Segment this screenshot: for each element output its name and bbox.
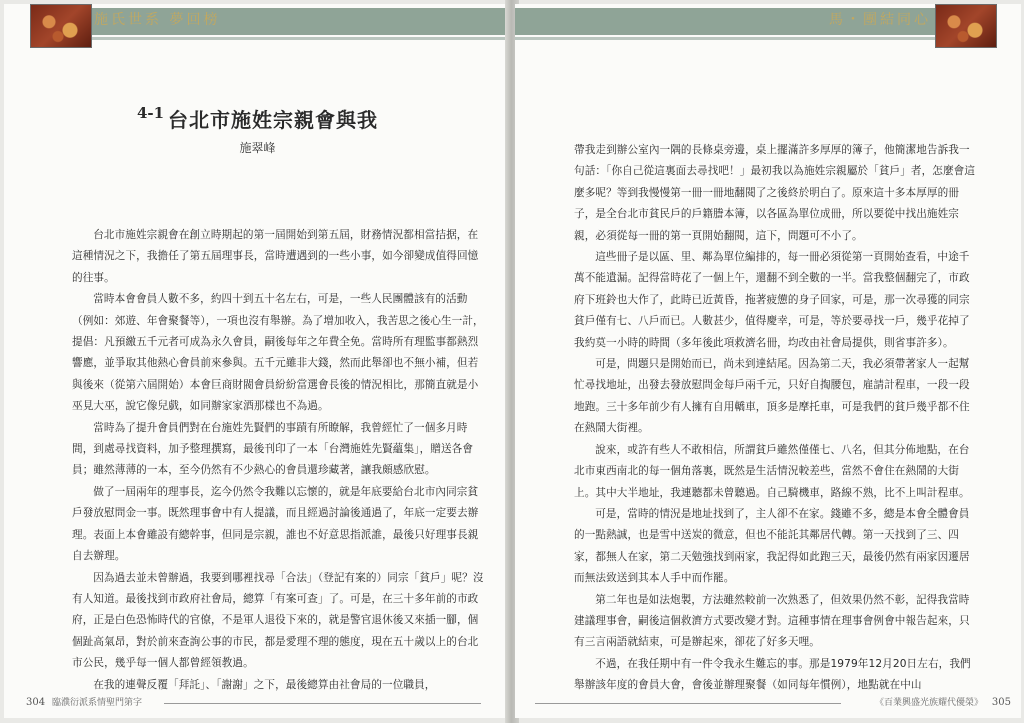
paragraph: 說來，或許有些人不敢相信，所謂貧戶雖然僅僅七、八名，但其分佈地點，在台北市東西南北的每一個角落裏，既然是生活情況較差些，當然不會住在熱鬧的大街上。其中大半地址，我連聽都未曾聽過。自己騎機車，路線不熟，比不上叫計程車。 (574, 443, 970, 499)
paragraph: 做了一屆兩年的理事長，迄今仍然令我難以忘懷的，就是年底要給台北市內同宗貧戶發放慰問金一事。既然理事會中有人提議，而且經過討論後通過了，年底一定要去辦理。表面上本會雖設有總幹事，但同是宗親，誰也不好意思指派誰，最後只好理事長親自去辦理。 (72, 485, 479, 563)
right-page (515, 4, 1021, 718)
paragraph: 不過，在我任期中有一件令我永生難忘的事。那是1979年12月20日左右，我們舉辦該年度的會員大會，會後並辦理聚餐（如同每年慣例），地點就在中山 (574, 657, 971, 692)
paragraph: 可是，問題只是開始而已，尚未到達結尾。因為第二天，我必須帶著家人一起幫忙尋找地址，出發去發放慰問金每戶兩千元，只好自掏腰包，雇請計程車，一段一段地跑。三十多年前少有人擁有自用轎車，頂多是摩托車，可是我們的貧戶幾乎都不住在熱鬧大街裡。 (574, 358, 970, 435)
chapter-number: 4-1 (136, 104, 165, 122)
footer-caption: 臨濮衍派系情聖門第字 (52, 698, 143, 708)
paragraph: 台北市施姓宗親會在創立時期起的第一屆開始到第五屆，財務情況都相當拮据，在這種情況之下，我擔任了第五屆理事長，當時遭遇到的一些小事，如今卻變成值得回憶的往事。 (72, 229, 479, 284)
page-number: 305 (991, 697, 1011, 708)
paragraph: 因為過去並未曾辦過，我要到哪裡找尋「合法」（登記有案的）同宗「貧戶」呢？沒有人知道。最後找到市政府社會局，總算「有案可查」了。可是，在三十多年前的市政府，正是白色恐怖時代的官僚，不是軍人退役下來的，就是警官退休後又來插一腳，個個趾高氣昂，對於前來查詢公事的市民，都是愛理不理的態度，現在五十歲以上的台北市公民，幾乎每一個人都曾經領教過。 (72, 571, 484, 670)
paragraph: 當時本會會員人數不多，約四十到五十名左右，可是，一些人民團體該有的活動（例如：郊遊、年會聚餐等），一項也沒有舉辦。為了增加收入，我苦思之後心生一計，提倡：凡預繳五千元者可成為永久會員，嗣後每年之年費全免。當時所有理監事都熱烈響應，並爭取其他熱心會員前來參與。五千元雖非大錢，然而此舉卻也不無小補，但若與後來（從第六屆開始）本會巨商財閥會員紛紛當選會長後的情況相比，那簡直就是小巫見大巫，說它像兒戲，如同辦家家酒那樣也不為過。 (72, 293, 484, 413)
paragraph: 當時為了提升會員們對在台施姓先賢們的事蹟有所瞭解，我曾經忙了一個多月時間，到處尋找資料，加予整理撰寫，最後刊印了一本「台灣施姓先賢蘊集」，贈送各會員；雖然薄薄的一本，至今仍然有不少熱心的會員還珍藏著，讓我頗感欣慰。 (72, 421, 474, 477)
body-text (574, 140, 979, 697)
header-decor-image (30, 4, 92, 48)
paragraph: 第二年也是如法炮製，方法雖然較前一次熟悉了，但效果仍然不彰，記得我當時建議理事會，嗣後這個救濟方式要改變才對。這種事情在理事會例會中報告起來，只有三言兩語就結束，可是辦起來，卻花了好多天哩。 (574, 593, 970, 649)
footer-rule (535, 703, 841, 704)
paragraph: 在我的連聲反覆「拜託」、「謝謝」之下，最後總算由社會局的一位職員， (93, 678, 436, 691)
running-header-title: 馬・團結同心 (829, 12, 931, 28)
footer-rule (164, 703, 481, 704)
paragraph: 可是，當時的情況是地址找到了，主人卻不在家。錢雖不多，總是本會全體會員的一點熱誠，也是雪中送炭的微意，但也不能託其鄰居代轉。第一天找到了三、四家，都無人在家，第二天勉強找到兩家，我記得如此跑三天，最後仍然有兩家因遷居而無法致送到其本人手中而作罷。 (574, 507, 970, 585)
header-decor-image (935, 4, 997, 48)
page-number: 304 (26, 697, 46, 708)
paragraph: 帶我走到辦公室內一隅的長條桌旁邊，桌上擺滿許多厚厚的簿子，他簡潔地告訴我一句話：「你自己從這裏面去尋找吧！」最初我以為施姓宗親屬於「貧戶」者，怎麼會這麼多呢？等到我慢慢第一冊一冊地翻閱了之後終於明白了。原來這十多本厚厚的冊子，是全台北市貧民戶的戶籍謄本簿，以各區為單位成冊，所以要從中找出施姓宗親，必須從每一冊的第一頁開始翻閱，這下，問題可不小了。 (574, 144, 976, 242)
author-name: 施翠峰 (239, 141, 276, 155)
chapter-title: 台北市施姓宗親會與我 (168, 108, 379, 132)
footer-caption: 《百業興盛光族耀代優榮》 (874, 698, 983, 708)
body-text (72, 225, 484, 696)
paragraph: 這些冊子是以區、里、鄰為單位編排的，每一冊必須從第一頁開始查看，中途千萬不能遺漏。記得當時花了一個上午，還翻不到全數的一半。當我整個翻完了，市政府下班鈴也大作了，此時已近黃昏，拖著疲憊的身子回家，可是，那一次尋獲的同宗貧戶僅有七、八戶而已。人數甚少，值得慶幸，可是，等於要尋找一戶，幾乎花掉了我約莫一小時的時間（多年後此項救濟名冊，均改由社會局提供，則省事許多）。 (574, 251, 970, 349)
running-header-title: 施氏世系 夢回榜 (94, 12, 221, 28)
left-page (4, 4, 511, 718)
chapter-heading (4, 104, 511, 133)
